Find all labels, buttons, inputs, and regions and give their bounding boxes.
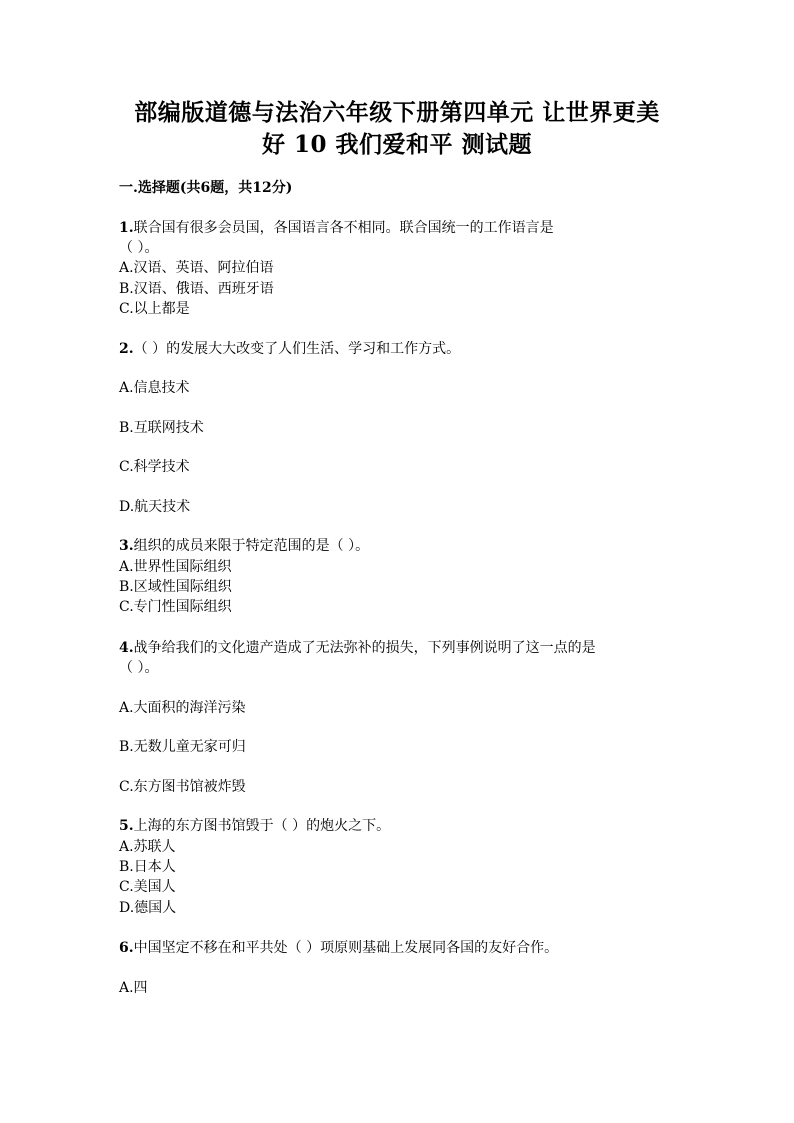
question-1-option-a[interactable]: A.汉语、英语、阿拉伯语 (119, 260, 274, 276)
question-4-stem-line-2: （ ）。 (119, 660, 159, 676)
question-1-stem (119, 218, 554, 238)
question-4-option-b[interactable]: B.无数儿童无家可归 (119, 739, 246, 755)
question-3-option-a[interactable]: A.世界性国际组织 (119, 559, 232, 575)
question-5-option-b[interactable]: B.日本人 (119, 859, 176, 875)
question-3-number: 3. (119, 538, 134, 554)
question-6-number: 6. (119, 940, 134, 956)
question-3-option-c[interactable]: C.专门性国际组织 (119, 599, 232, 615)
question-4-number: 4. (119, 640, 134, 656)
question-1-stem-line-2: （ ）。 (119, 240, 159, 256)
question-5-stem (119, 816, 390, 836)
question-2-option-d[interactable]: D.航天技术 (119, 499, 191, 515)
question-4-option-a[interactable]: A.大面积的海洋污染 (119, 700, 246, 716)
question-5-option-c[interactable]: C.美国人 (119, 879, 176, 895)
question-1-stem-line-1: 联合国有很多会员国，各国语言各不相同。联合国统一的工作语言是 (133, 220, 554, 236)
question-4-option-c[interactable]: C.东方图书馆被炸毁 (119, 779, 246, 795)
question-6-stem-line-1: 中国坚定不移在和平共处（ ）项原则基础上发展同各国的友好合作。 (133, 940, 559, 956)
question-3-stem-line-1: 组织的成员来限于特定范围的是（ ）。 (133, 538, 370, 554)
question-1-option-b[interactable]: B.汉语、俄语、西班牙语 (119, 281, 274, 297)
question-2-number: 2. (119, 341, 134, 357)
question-5-option-d[interactable]: D.德国人 (119, 900, 177, 916)
question-5-option-a[interactable]: A.苏联人 (119, 839, 176, 855)
question-2-stem (119, 339, 460, 359)
question-1-option-c[interactable]: C.以上都是 (119, 301, 190, 317)
question-2-option-b[interactable]: B.互联网技术 (119, 420, 204, 436)
question-6-stem (119, 938, 558, 958)
question-1-number: 1. (119, 220, 134, 236)
question-3-option-b[interactable]: B.区域性国际组织 (119, 579, 232, 595)
question-5-number: 5. (119, 818, 134, 834)
question-2-option-a[interactable]: A.信息技术 (119, 380, 190, 396)
document-title-line-1: 部编版道德与法治六年级下册第四单元 让世界更美 (134, 99, 660, 126)
question-5-stem-line-1: 上海的东方图书馆毁于（ ）的炮火之下。 (133, 818, 391, 834)
question-4-stem-line-1: 战争给我们的文化遗产造成了无法弥补的损失，下列事例说明了这一点的是 (133, 640, 596, 656)
question-4-stem (119, 638, 596, 658)
question-3-stem (119, 536, 369, 556)
document-title-line-2: 好 10 我们爱和平 测试题 (261, 131, 533, 158)
section-heading-multiple-choice: 一.选择题(共6题，共12分) (119, 180, 293, 196)
question-2-stem-line-1: （ ）的发展大大改变了人们生活、学习和工作方式。 (133, 341, 461, 357)
question-2-option-c[interactable]: C.科学技术 (119, 459, 190, 475)
question-6-option-a[interactable]: A.四 (119, 980, 148, 996)
